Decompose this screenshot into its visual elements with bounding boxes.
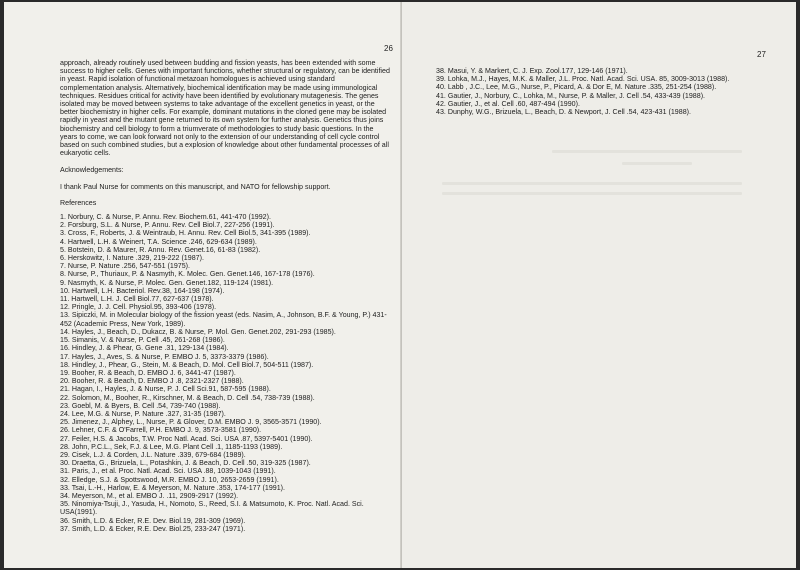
page-number: 27 (757, 50, 766, 59)
right-page-text (436, 67, 776, 116)
reference-item: 13. Sipiczki, M. in Molecular biology of the fission yeast (eds. Nasim, A., Johnson, B.F. & Young, P.) 431-452 (Academic Press, New York, 1989). (60, 311, 387, 328)
show-through (622, 162, 692, 165)
reference-item: 25. Jimenez, J., Alphey, L., Nurse, P. & Glover, D.M. EMBO J. 9, 3565-3571 (1990). (60, 418, 322, 427)
reference-item: 31. Paris, J., et al. Proc. Natl. Acad. Sci. USA .88, 1039-1043 (1991). (60, 467, 276, 476)
reference-item: 30. Draetta, G., Brizuela, L., Potashkin, J. & Beach, D. Cell .50, 319-325 (1987). (60, 459, 311, 468)
reference-item: 22. Solomon, M., Booher, R., Kirschner, M. & Beach, D. Cell .54, 738-739 (1988). (60, 393, 315, 402)
reference-item: 15. Simanis, V. & Nurse, P. Cell .45, 261-268 (1986). (60, 336, 225, 345)
intro-paragraph: approach, already routinely used between budding and fission yeasts, has been extended with some success to higher cells. Genes with important functions, whether structural or regulatory, can be identified in yeast. Rapid isolation of functional metazoan homologues is achieved using standard complementation analysis. Alternatively, biochemical identification may be made using immunological techniques. Residues critical for activity have been identified by evolutionary mutagenesis. The genes isolated may be moved between systems to take advantage of the excellent genetics in yeast, or the better biochemistry in higher cells. For example, dominant mutations in the cloned gene may be isolated rapidly in yeast and the mutant gene returned to its own system for further analysis. Genetics thus joins biochemistry and cell biology to form a triumverate of methodologies to study basic questions. In the years to come, we can look forward not only to the extension of our understanding of cell cycle control based on such combined studies, but a explosion of knowledge about other fundamental processes of all eukaryotic cells. (60, 59, 390, 158)
reference-item: 33. Tsai, L.-H., Harlow, E. & Meyerson, M. Nature .353, 174-177 (1991). (60, 483, 286, 492)
show-through (442, 182, 742, 185)
reference-item: 21. Hagan, I., Hayles, J. & Nurse, P. J. Cell Sci.91, 587-595 (1988). (60, 385, 271, 394)
reference-item: 38. Masui, Y. & Markert, C. J. Exp. Zool.177, 129-146 (1971). (436, 67, 628, 75)
reference-item: 28. John, P.C.L., Sek, F.J. & Lee, M.G. Plant Cell .1, 1185-1193 (1989). (60, 442, 283, 451)
reference-list (436, 67, 776, 116)
acknowledgements-heading: Acknowledgements: (60, 166, 124, 175)
acknowledgements-text: I thank Paul Nurse for comments on this manuscript, and NATO for fellowship support. (60, 182, 331, 191)
reference-item: 23. Goebl, M. & Byers, B. Cell .54, 739-740 (1988). (60, 401, 221, 410)
reference-item: 10. Hartwell, L.H. Bacteriol. Rev.38, 164-198 (1974). (60, 286, 225, 295)
reference-item: 19. Booher, R. & Beach, D. EMBO J. 6, 3441-47 (1987). (60, 368, 236, 377)
reference-item: 41. Gautier, J., Norbury, C., Lohka, M., Nurse, P. & Maller, J. Cell .54, 433-439 (1988). (436, 91, 706, 100)
reference-item: 16. Hindley, J. & Phear, G. Gene .31, 129-134 (1984). (60, 344, 229, 353)
references-heading: References (60, 198, 97, 207)
left-page-text (60, 59, 390, 533)
reference-item: 40. Labb , J.C., Lee, M.G., Nurse, P., Picard, A. & Dor E, M. Nature .335, 251-254 (1988). (436, 83, 717, 92)
reference-item: 34. Meyerson, M., et al. EMBO J. .11, 2909-2917 (1992). (60, 491, 239, 500)
reference-item: 29. Cisek, L.J. & Corden, J.L. Nature .339, 679-684 (1989). (60, 450, 246, 459)
reference-item: 32. Elledge, S.J. & Spottswood, M.R. EMBO J. 10, 2653-2659 (1991). (60, 475, 279, 484)
reference-item: 35. Ninomiya-Tsuji, J., Yasuda, H., Nomoto, S., Reed, S.I. & Matsumoto, K. Proc. Natl. Acad. Sci. USA(1991). (60, 500, 364, 517)
right-page (402, 2, 796, 568)
reference-item: 6. Herskowitz, I. Nature .329, 219-222 (1987). (60, 254, 204, 263)
book-spread (4, 2, 796, 568)
reference-item: 4. Hartwell, L.H. & Weinert, T.A. Science .246, 629-634 (1989). (60, 237, 257, 246)
reference-list (60, 213, 390, 533)
reference-item: 26. Lehner, C.F. & O'Farrell, P.H. EMBO J. 9, 3573-3581 (1990). (60, 426, 262, 435)
reference-item: 42. Gautier, J., et al. Cell .60, 487-494 (1990). (436, 99, 580, 108)
reference-item: 37. Smith, L.D. & Ecker, R.E. Dev. Biol.25, 233-247 (1971). (60, 524, 246, 533)
reference-item: 5. Botstein, D. & Maurer, R. Annu. Rev. Genet.16, 61-83 (1982). (60, 245, 261, 254)
reference-item: 14. Hayles, J., Beach, D., Dukacz, B. & Nurse, P. Mol. Gen. Genet.202, 291-293 (1985). (60, 327, 336, 336)
reference-item: 1. Norbury, C. & Nurse, P. Annu. Rev. Biochem.61, 441-470 (1992). (60, 213, 271, 222)
reference-item: 18. Hindley, J., Phear, G., Stein, M. & Beach, D. Mol. Cell Biol.7, 504-511 (1987). (60, 360, 314, 369)
reference-item: 27. Feiler, H.S. & Jacobs, T.W. Proc Natl. Acad. Sci. USA .87, 5397-5401 (1990). (60, 434, 313, 443)
reference-item: 9. Nasmyth, K. & Nurse, P. Molec. Gen. Genet.182, 119-124 (1981). (60, 278, 274, 287)
reference-item: 39. Lohka, M.J., Hayes, M.K. & Maller, J.L. Proc. Natl. Acad. Sci. USA. 85, 3009-3013 (1988). (436, 75, 730, 84)
show-through (552, 150, 742, 153)
left-page (4, 2, 402, 568)
reference-item: 11. Hartwell, L.H. J. Cell Biol.77, 627-637 (1978). (60, 295, 214, 304)
reference-item: 24. Lee, M.G. & Nurse, P. Nature .327, 31-35 (1987). (60, 409, 226, 418)
reference-item: 36. Smith, L.D. & Ecker, R.E. Dev. Biol.19, 281-309 (1969). (60, 516, 246, 525)
reference-item: 3. Cross, F., Roberts, J. & Weintraub, H. Annu. Rev. Cell Biol.5, 341-395 (1989). (60, 229, 311, 238)
reference-item: 12. Pringle, J. J. Cell. Physiol.95, 393-406 (1978). (60, 303, 217, 312)
show-through (442, 192, 742, 195)
reference-item: 8. Nurse, P., Thuriaux, P. & Nasmyth, K. Molec. Gen. Genet.146, 167-178 (1976). (60, 270, 315, 279)
reference-item: 20. Booher, R. & Beach, D. EMBO J .8, 2321-2327 (1988). (60, 377, 244, 386)
reference-item: 7. Nurse, P. Nature .256, 547-551 (1975). (60, 262, 191, 271)
reference-item: 17. Hayles, J., Aves, S. & Nurse, P. EMBO J. 5, 3373-3379 (1986). (60, 352, 269, 361)
reference-item: 2. Forsburg, S.L. & Nurse, P. Annu. Rev. Cell Biol.7, 227-256 (1991). (60, 221, 275, 230)
reference-item: 43. Dunphy, W.G., Brizuela, L., Beach, D. & Newport, J. Cell .54, 423-431 (1988). (436, 108, 691, 117)
page-number: 26 (384, 44, 393, 53)
